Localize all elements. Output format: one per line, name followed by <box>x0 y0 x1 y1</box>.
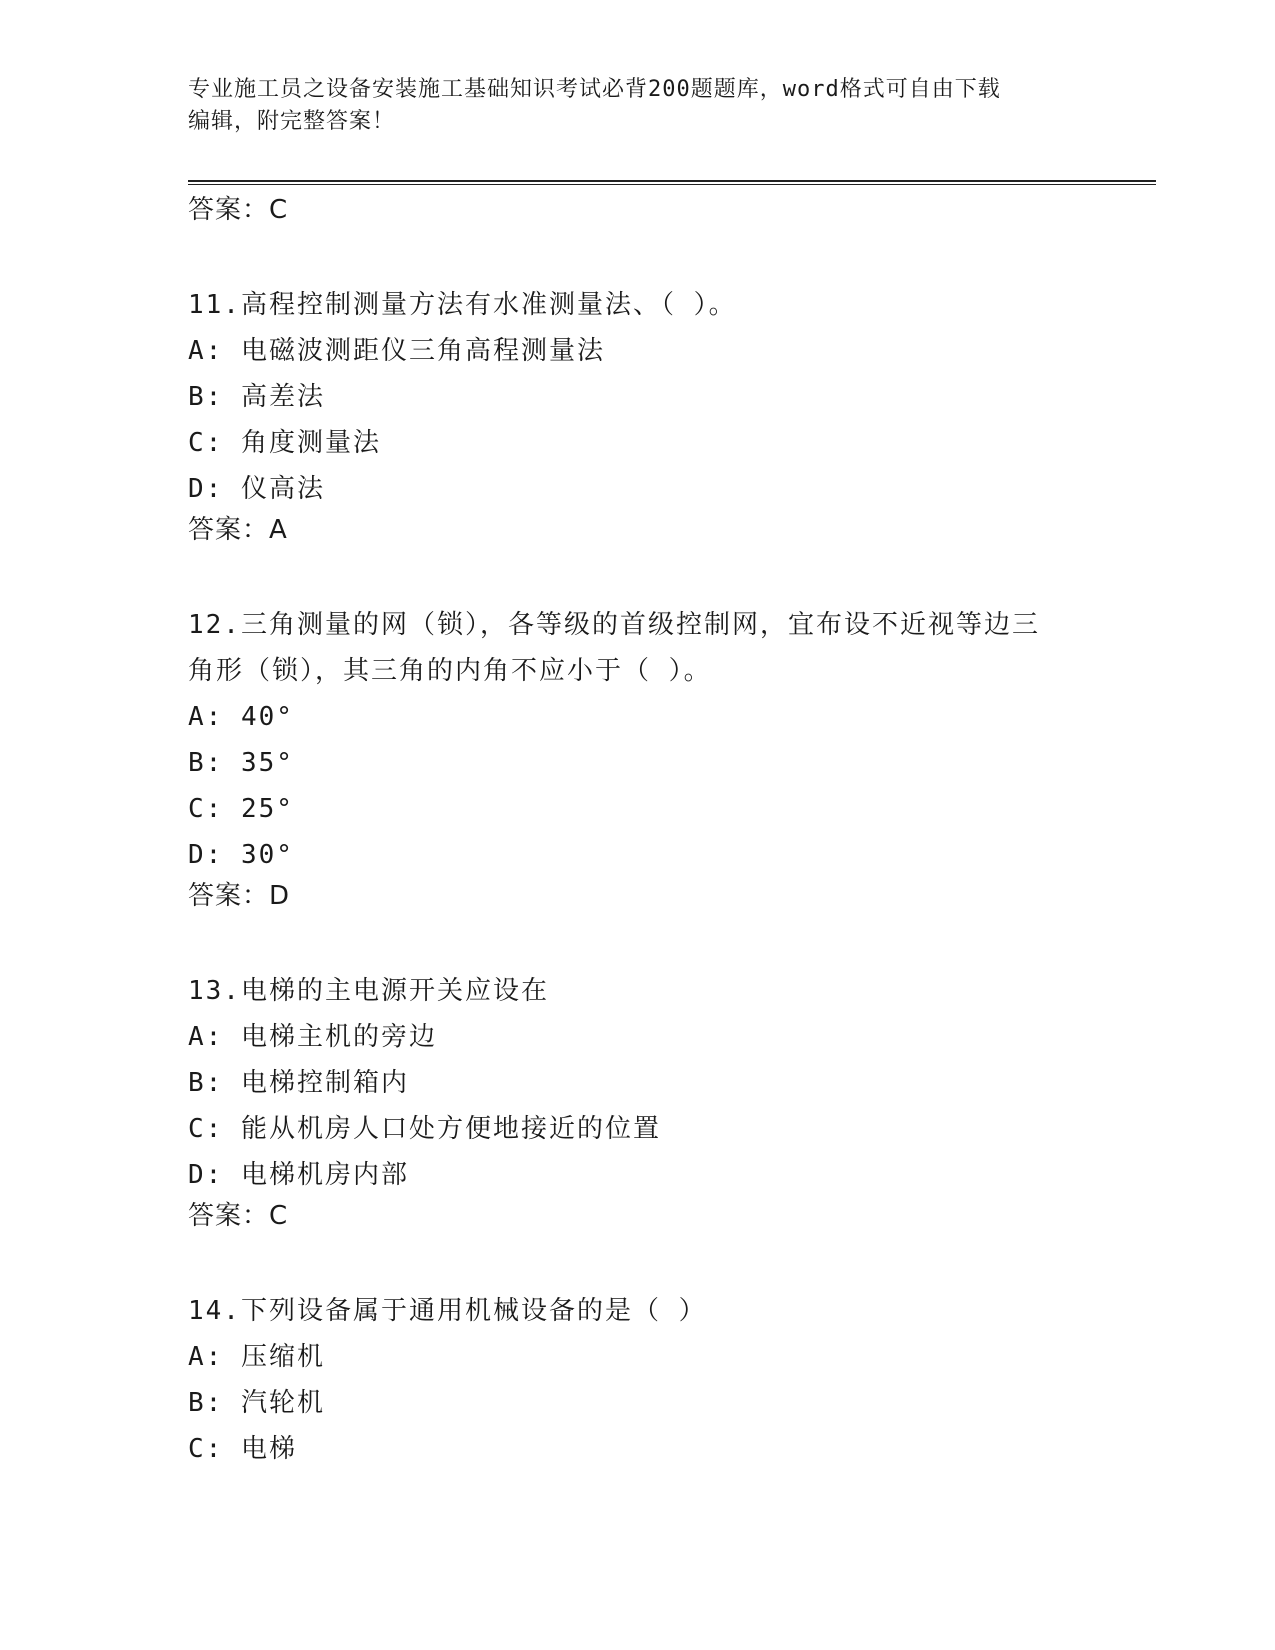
question-answer: 答案：D <box>188 881 291 911</box>
header-line-2: 编辑，附完整答案！ <box>188 109 396 134</box>
question-stem: 12.三角测量的网（锁），各等级的首级控制网，宜布设不近视等边三 <box>188 610 1040 640</box>
option-d: D: 30° <box>188 840 294 870</box>
question-block <box>188 282 1088 548</box>
option-d: D: 电梯机房内部 <box>188 1160 409 1190</box>
option-c: C: 能从机房人口处方便地接近的位置 <box>188 1114 661 1144</box>
question-stem: 11.高程控制测量方法有水准测量法、（ ）。 <box>188 290 737 320</box>
spacer <box>188 228 1088 282</box>
option-a: A: 电磁波测距仪三角高程测量法 <box>188 336 605 366</box>
option-b: B: 高差法 <box>188 382 325 412</box>
page-header <box>188 74 1068 138</box>
question-block <box>188 968 1088 1234</box>
option-a: A: 压缩机 <box>188 1342 325 1372</box>
option-c: C: 角度测量法 <box>188 428 381 458</box>
option-a: A: 40° <box>188 702 294 732</box>
spacer <box>188 1234 1088 1288</box>
option-b: B: 电梯控制箱内 <box>188 1068 409 1098</box>
spacer <box>188 548 1088 602</box>
option-c: C: 25° <box>188 794 294 824</box>
option-a: A: 电梯主机的旁边 <box>188 1022 437 1052</box>
question-stem: 13.电梯的主电源开关应设在 <box>188 976 549 1006</box>
question-list <box>188 192 1088 1472</box>
question-stem: 14.下列设备属于通用机械设备的是（ ） <box>188 1296 707 1326</box>
option-b: B: 汽轮机 <box>188 1388 325 1418</box>
spacer <box>188 914 1088 968</box>
previous-answer: 答案：C <box>188 195 289 225</box>
option-c: C: 电梯 <box>188 1434 297 1464</box>
question-answer: 答案：C <box>188 1201 289 1231</box>
question-block <box>188 602 1088 914</box>
option-d: D: 仪高法 <box>188 474 325 504</box>
question-stem-continued: 角形（锁），其三角的内角不应小于（ ）。 <box>188 656 712 686</box>
header-divider <box>188 180 1156 185</box>
question-block <box>188 1288 1088 1472</box>
header-line-1: 专业施工员之设备安装施工基础知识考试必背200题题库，word格式可自由下载 <box>188 77 1001 102</box>
question-answer: 答案：A <box>188 515 288 545</box>
option-b: B: 35° <box>188 748 294 778</box>
